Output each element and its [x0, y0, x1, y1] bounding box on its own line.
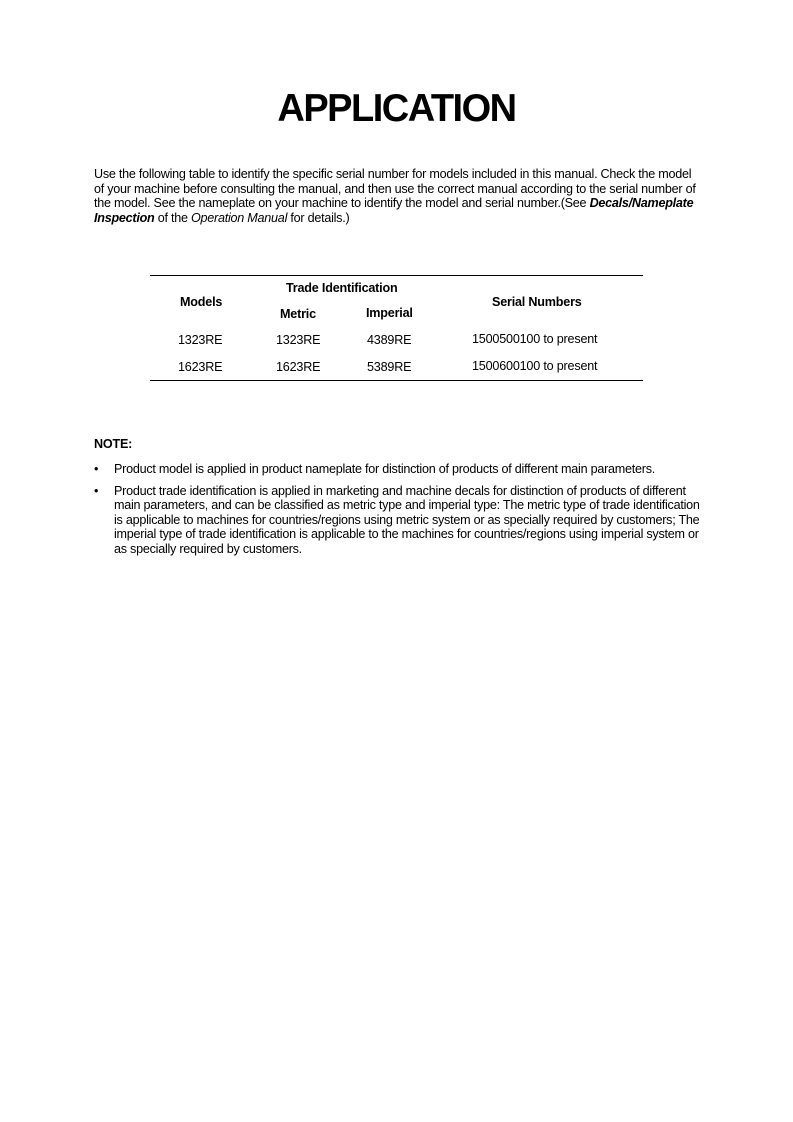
bullet-icon: •: [94, 483, 99, 498]
intro-text-middle: of the: [154, 210, 191, 225]
note-list: [94, 462, 704, 564]
row-1-metric: 1323RE: [276, 333, 321, 347]
page-title: APPLICATION: [277, 87, 516, 131]
header-serial-numbers: Serial Numbers: [492, 295, 582, 309]
header-imperial: Imperial: [366, 306, 413, 320]
table-top-rule: [150, 275, 643, 276]
note-item-text: Product model is applied in product nameplate for distinction of products of different main parameters.: [114, 462, 656, 476]
row-2-metric: 1623RE: [276, 360, 321, 374]
list-item: [94, 484, 704, 557]
intro-text-after: for details.): [287, 210, 350, 225]
intro-italic-ref: Operation Manual: [191, 210, 288, 225]
row-2-serial: 1500600100 to present: [472, 359, 598, 373]
intro-bold-italic-ref: Decals/Nameplate Inspection: [94, 196, 694, 225]
row-2-imperial: 5389RE: [367, 360, 412, 374]
list-item: [94, 462, 704, 477]
row-2-model: 1623RE: [178, 360, 223, 374]
row-1-imperial: 4389RE: [367, 333, 412, 347]
table-bottom-rule: [150, 380, 643, 381]
row-1-serial: 1500500100 to present: [472, 332, 598, 346]
header-models: Models: [180, 295, 223, 309]
intro-paragraph: [94, 167, 704, 225]
note-label: NOTE:: [94, 437, 133, 451]
intro-text-before: Use the following table to identify the specific serial number for models included in this manual. Check the model of your machine before consulting the manual, and then use the correct manual according to the serial number of the model. See the nameplate on your machine to identify the model and serial number.(See: [94, 167, 696, 211]
bullet-icon: •: [94, 462, 99, 476]
note-item-text: Product trade identification is applied in marketing and machine decals for distinction of products of different main parameters, and can be classified as metric type and imperial type: The metric type of trade identification is applicable to machines for countries/regions using metric system or as specially required by customers; The imperial type of trade identification is applicable to the machines for countries/regions using imperial system or as specially required by customers.: [114, 483, 700, 556]
header-metric: Metric: [280, 307, 316, 321]
header-trade-identification: Trade Identification: [286, 281, 398, 295]
row-1-model: 1323RE: [178, 333, 223, 347]
